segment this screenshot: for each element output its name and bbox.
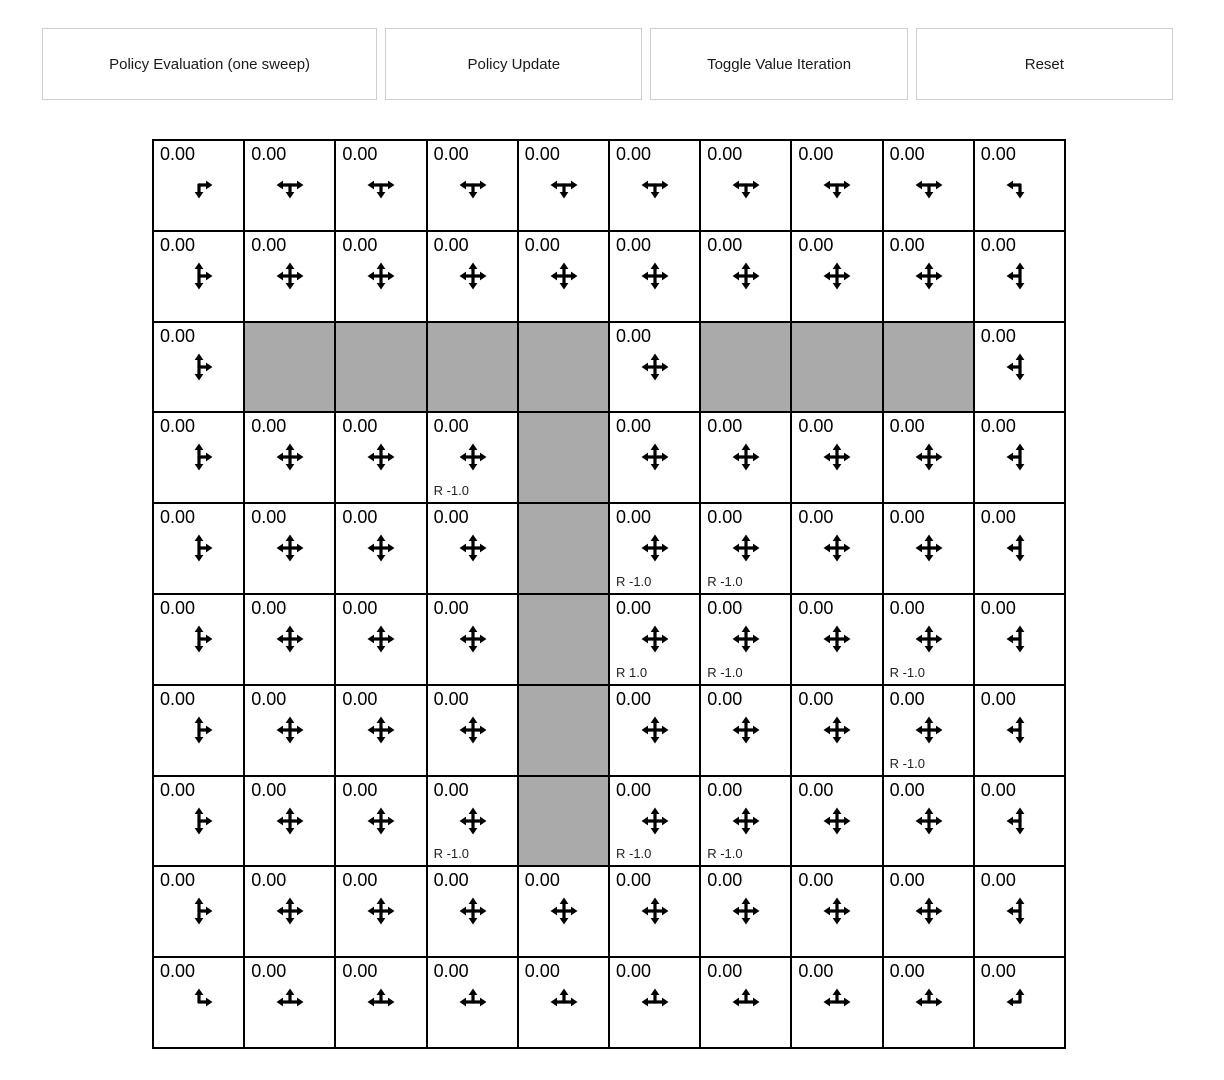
policy-arrows-icon [456, 894, 490, 928]
cell-value: 0.00 [980, 870, 1016, 891]
policy-arrows-icon [273, 531, 307, 565]
grid-cell[interactable] [883, 594, 974, 685]
policy-arrows-icon [456, 713, 490, 747]
policy-arrows-icon [820, 531, 854, 565]
policy-arrows-icon [547, 259, 581, 293]
grid-cell[interactable] [883, 957, 974, 1048]
grid-cell[interactable] [974, 231, 1065, 322]
policy-arrows-icon [820, 168, 854, 202]
grid-cell[interactable] [609, 594, 700, 685]
grid-cell[interactable] [791, 503, 882, 594]
cell-value: 0.00 [160, 416, 196, 437]
policy-arrows-icon [273, 440, 307, 474]
policy-arrows-icon [820, 804, 854, 838]
policy-arrows-icon [1003, 350, 1037, 384]
grid-cell[interactable] [791, 957, 882, 1048]
policy-arrows-icon [456, 622, 490, 656]
policy-arrows-icon [638, 622, 672, 656]
grid-cell[interactable] [153, 594, 244, 685]
cell-value: 0.00 [615, 779, 652, 800]
cell-value: 0.00 [707, 234, 743, 255]
policy-arrows-icon [364, 985, 398, 1019]
cell-value: 0.00 [251, 416, 287, 437]
cell-value: 0.00 [251, 961, 287, 982]
cell-value: 0.00 [433, 144, 469, 164]
policy-arrows-icon [1003, 894, 1037, 928]
grid-cell[interactable] [244, 685, 335, 776]
wall-cell[interactable] [518, 685, 609, 776]
cell-value: 0.00 [798, 598, 834, 618]
policy-arrows-icon [456, 804, 490, 838]
cell-value: 0.00 [707, 507, 743, 528]
policy-arrows-icon [1003, 985, 1037, 1019]
policy-arrows-icon [729, 440, 763, 474]
grid-cell[interactable] [700, 594, 791, 685]
grid-cell[interactable] [153, 866, 244, 957]
policy-arrows-icon [729, 622, 763, 656]
grid-cell[interactable] [427, 866, 518, 957]
wall-cell[interactable] [883, 322, 974, 413]
wall-cell[interactable] [700, 322, 791, 413]
grid-cell[interactable] [974, 776, 1065, 867]
grid-cell[interactable] [153, 503, 244, 594]
grid-cell[interactable] [427, 957, 518, 1048]
policy-arrows-icon [638, 350, 672, 384]
cell-value: 0.00 [160, 325, 196, 346]
cell-reward: R -1.0 [433, 483, 469, 499]
grid-cell[interactable] [974, 322, 1065, 413]
policy-arrows-icon [912, 894, 946, 928]
grid-cell[interactable] [518, 231, 609, 322]
grid-cell[interactable] [335, 140, 426, 231]
cell-value: 0.00 [342, 961, 378, 982]
cell-value: 0.00 [980, 325, 1016, 346]
grid-cell[interactable] [335, 776, 426, 867]
grid-cell[interactable] [518, 140, 609, 231]
cell-value: 0.00 [615, 961, 652, 982]
grid-cell[interactable] [883, 685, 974, 776]
cell-value: 0.00 [251, 870, 287, 891]
cell-value: 0.00 [798, 688, 834, 709]
grid-cell[interactable] [244, 231, 335, 322]
grid-cell[interactable] [244, 866, 335, 957]
grid-cell[interactable] [609, 322, 700, 413]
cell-value: 0.00 [615, 688, 652, 709]
policy-arrows-icon [456, 440, 490, 474]
grid-cell[interactable] [700, 776, 791, 867]
policy-arrows-icon [1003, 531, 1037, 565]
grid-cell[interactable] [427, 231, 518, 322]
policy-arrows-icon [820, 440, 854, 474]
grid-cell[interactable] [609, 776, 700, 867]
grid-cell[interactable] [791, 231, 882, 322]
cell-value: 0.00 [615, 416, 652, 437]
grid-cell[interactable] [700, 140, 791, 231]
policy-arrows-icon [273, 622, 307, 656]
grid-cell[interactable] [335, 503, 426, 594]
policy-arrows-icon [364, 622, 398, 656]
cell-value: 0.00 [980, 507, 1016, 528]
grid-cell[interactable] [427, 412, 518, 503]
grid-cell[interactable] [335, 866, 426, 957]
grid-cell[interactable] [700, 503, 791, 594]
policy-arrows-icon [638, 713, 672, 747]
grid-cell[interactable] [609, 866, 700, 957]
grid-cell[interactable] [244, 140, 335, 231]
cell-value: 0.00 [342, 598, 378, 618]
grid-cell[interactable] [883, 776, 974, 867]
cell-value: 0.00 [798, 416, 834, 437]
cell-value: 0.00 [980, 416, 1016, 437]
cell-value: 0.00 [889, 779, 925, 800]
policy-arrows-icon [182, 622, 216, 656]
policy-arrows-icon [1003, 259, 1037, 293]
cell-value: 0.00 [433, 961, 469, 982]
cell-value: 0.00 [342, 144, 378, 164]
cell-value: 0.00 [707, 870, 743, 891]
grid-cell[interactable] [335, 685, 426, 776]
policy-evaluation-button[interactable]: Policy Evaluation (one sweep) [42, 28, 377, 100]
grid-cell[interactable] [791, 776, 882, 867]
cell-value: 0.00 [889, 961, 925, 982]
policy-arrows-icon [912, 622, 946, 656]
cell-reward: R -1.0 [615, 574, 652, 589]
policy-arrows-icon [820, 259, 854, 293]
grid-cell[interactable] [335, 594, 426, 685]
policy-arrows-icon [729, 894, 763, 928]
grid-cell[interactable] [700, 412, 791, 503]
policy-arrows-icon [638, 440, 672, 474]
policy-update-button[interactable]: Policy Update [385, 28, 642, 100]
cell-value: 0.00 [707, 688, 743, 709]
policy-arrows-icon [364, 440, 398, 474]
grid-cell[interactable] [974, 412, 1065, 503]
grid-cell[interactable] [883, 866, 974, 957]
grid-cell[interactable] [153, 140, 244, 231]
policy-arrows-icon [364, 168, 398, 202]
grid-cell[interactable] [974, 685, 1065, 776]
grid-cell[interactable] [153, 322, 244, 413]
policy-arrows-icon [1003, 622, 1037, 656]
cell-value: 0.00 [615, 507, 652, 528]
cell-value: 0.00 [251, 144, 287, 164]
cell-reward: R -1.0 [707, 664, 743, 680]
policy-arrows-icon [912, 168, 946, 202]
toolbar [42, 28, 1173, 100]
gridworld-grid [152, 139, 1066, 1049]
grid-cell[interactable] [335, 957, 426, 1048]
grid-cell[interactable] [244, 957, 335, 1048]
cell-value: 0.00 [798, 870, 834, 891]
grid-cell[interactable] [609, 503, 700, 594]
cell-value: 0.00 [615, 598, 652, 618]
grid-cell[interactable] [244, 776, 335, 867]
policy-arrows-icon [729, 259, 763, 293]
policy-arrows-icon [820, 985, 854, 1019]
policy-arrows-icon [729, 531, 763, 565]
cell-value: 0.00 [889, 507, 925, 528]
policy-arrows-icon [912, 804, 946, 838]
grid-cell[interactable] [153, 412, 244, 503]
policy-arrows-icon [456, 259, 490, 293]
policy-arrows-icon [273, 804, 307, 838]
cell-value: 0.00 [524, 234, 560, 255]
cell-value: 0.00 [524, 144, 560, 164]
cell-reward: R -1.0 [615, 846, 652, 862]
cell-value: 0.00 [433, 870, 469, 891]
cell-value: 0.00 [433, 779, 469, 800]
policy-arrows-icon [182, 804, 216, 838]
grid-cell[interactable] [335, 412, 426, 503]
cell-value: 0.00 [889, 870, 925, 891]
grid-cell[interactable] [700, 957, 791, 1048]
grid-cell[interactable] [427, 594, 518, 685]
cell-value: 0.00 [980, 598, 1016, 618]
grid-cell[interactable] [974, 140, 1065, 231]
cell-value: 0.00 [342, 416, 378, 437]
policy-arrows-icon [729, 713, 763, 747]
cell-value: 0.00 [160, 961, 196, 982]
grid-cell[interactable] [427, 503, 518, 594]
grid-cell[interactable] [609, 140, 700, 231]
cell-value: 0.00 [615, 234, 652, 255]
wall-cell[interactable] [518, 776, 609, 867]
policy-arrows-icon [638, 985, 672, 1019]
policy-arrows-icon [364, 804, 398, 838]
grid-cell[interactable] [244, 503, 335, 594]
cell-reward: R -1.0 [889, 664, 925, 680]
grid-cell[interactable] [153, 957, 244, 1048]
policy-arrows-icon [638, 168, 672, 202]
policy-arrows-icon [182, 531, 216, 565]
grid-cell[interactable] [974, 594, 1065, 685]
cell-value: 0.00 [433, 234, 469, 255]
policy-arrows-icon [820, 622, 854, 656]
reset-button[interactable]: Reset [916, 28, 1173, 100]
grid-cell[interactable] [791, 412, 882, 503]
cell-value: 0.00 [707, 416, 743, 437]
policy-arrows-icon [638, 804, 672, 838]
wall-cell[interactable] [518, 412, 609, 503]
grid-cell[interactable] [427, 685, 518, 776]
policy-arrows-icon [182, 350, 216, 384]
cell-value: 0.00 [342, 870, 378, 891]
wall-cell[interactable] [791, 322, 882, 413]
cell-value: 0.00 [251, 688, 287, 709]
policy-arrows-icon [912, 440, 946, 474]
cell-value: 0.00 [342, 779, 378, 800]
cell-value: 0.00 [615, 144, 652, 164]
cell-value: 0.00 [980, 234, 1016, 255]
grid-cell[interactable] [427, 140, 518, 231]
cell-value: 0.00 [798, 961, 834, 982]
cell-value: 0.00 [707, 779, 743, 800]
grid-cell[interactable] [700, 685, 791, 776]
policy-arrows-icon [820, 894, 854, 928]
cell-reward: R 1.0 [615, 664, 648, 680]
cell-value: 0.00 [342, 234, 378, 255]
cell-value: 0.00 [160, 688, 196, 709]
cell-value: 0.00 [524, 961, 560, 982]
grid-cell[interactable] [974, 866, 1065, 957]
cell-value: 0.00 [251, 779, 287, 800]
policy-arrows-icon [912, 531, 946, 565]
cell-value: 0.00 [889, 234, 925, 255]
policy-arrows-icon [638, 531, 672, 565]
cell-reward: R -1.0 [433, 846, 469, 862]
cell-value: 0.00 [342, 507, 378, 528]
cell-value: 0.00 [342, 688, 378, 709]
cell-value: 0.00 [251, 507, 287, 528]
policy-arrows-icon [547, 985, 581, 1019]
cell-value: 0.00 [889, 598, 925, 618]
grid-cell[interactable] [791, 685, 882, 776]
cell-value: 0.00 [251, 234, 287, 255]
policy-arrows-icon [638, 259, 672, 293]
grid-cell[interactable] [700, 231, 791, 322]
cell-value: 0.00 [160, 507, 196, 528]
grid-cell[interactable] [518, 957, 609, 1048]
grid-cell[interactable] [153, 776, 244, 867]
cell-reward: R -1.0 [889, 755, 925, 771]
cell-value: 0.00 [707, 961, 743, 982]
policy-arrows-icon [182, 168, 216, 202]
policy-arrows-icon [1003, 713, 1037, 747]
grid-cell[interactable] [244, 412, 335, 503]
policy-arrows-icon [547, 168, 581, 202]
policy-arrows-icon [364, 713, 398, 747]
cell-value: 0.00 [889, 144, 925, 164]
cell-value: 0.00 [889, 688, 925, 709]
policy-arrows-icon [273, 168, 307, 202]
cell-value: 0.00 [160, 598, 196, 618]
policy-arrows-icon [456, 531, 490, 565]
cell-value: 0.00 [798, 507, 834, 528]
policy-arrows-icon [364, 531, 398, 565]
cell-value: 0.00 [160, 870, 196, 891]
grid-cell[interactable] [883, 231, 974, 322]
cell-value: 0.00 [707, 598, 743, 618]
grid-cell[interactable] [974, 503, 1065, 594]
wall-cell[interactable] [518, 594, 609, 685]
grid-cell[interactable] [244, 594, 335, 685]
cell-value: 0.00 [251, 598, 287, 618]
cell-value: 0.00 [160, 234, 196, 255]
policy-arrows-icon [273, 713, 307, 747]
wall-cell[interactable] [427, 322, 518, 413]
cell-value: 0.00 [615, 870, 652, 891]
cell-value: 0.00 [798, 144, 834, 164]
grid-cell[interactable] [974, 957, 1065, 1048]
cell-value: 0.00 [980, 961, 1016, 982]
cell-reward: R -1.0 [707, 846, 743, 862]
cell-value: 0.00 [798, 779, 834, 800]
grid-cell[interactable] [518, 866, 609, 957]
grid-cell[interactable] [153, 231, 244, 322]
policy-arrows-icon [1003, 440, 1037, 474]
policy-arrows-icon [182, 259, 216, 293]
grid-cell[interactable] [609, 685, 700, 776]
policy-arrows-icon [456, 985, 490, 1019]
grid-cell[interactable] [609, 412, 700, 503]
cell-value: 0.00 [980, 688, 1016, 709]
policy-arrows-icon [182, 894, 216, 928]
cell-reward: R -1.0 [707, 574, 743, 589]
policy-arrows-icon [364, 259, 398, 293]
policy-arrows-icon [912, 713, 946, 747]
cell-value: 0.00 [433, 688, 469, 709]
policy-arrows-icon [547, 894, 581, 928]
cell-value: 0.00 [615, 325, 652, 346]
policy-arrows-icon [182, 440, 216, 474]
grid-cell[interactable] [791, 140, 882, 231]
wall-cell[interactable] [518, 322, 609, 413]
grid-cell[interactable] [609, 957, 700, 1048]
cell-value: 0.00 [433, 416, 469, 437]
cell-value: 0.00 [889, 416, 925, 437]
wall-cell[interactable] [335, 322, 426, 413]
grid-cell[interactable] [700, 866, 791, 957]
toggle-value-iteration-button[interactable]: Toggle Value Iteration [650, 28, 907, 100]
policy-arrows-icon [912, 259, 946, 293]
policy-arrows-icon [820, 713, 854, 747]
policy-arrows-icon [364, 894, 398, 928]
policy-arrows-icon [729, 168, 763, 202]
grid-cell[interactable] [335, 231, 426, 322]
grid-cell[interactable] [883, 140, 974, 231]
policy-arrows-icon [1003, 168, 1037, 202]
cell-value: 0.00 [160, 144, 196, 164]
policy-arrows-icon [729, 985, 763, 1019]
policy-arrows-icon [182, 985, 216, 1019]
grid-cell[interactable] [883, 412, 974, 503]
cell-value: 0.00 [980, 144, 1016, 164]
grid-cell[interactable] [609, 231, 700, 322]
grid-cell[interactable] [791, 866, 882, 957]
cell-value: 0.00 [433, 507, 469, 528]
policy-arrows-icon [638, 894, 672, 928]
policy-arrows-icon [182, 713, 216, 747]
grid-cell[interactable] [427, 776, 518, 867]
cell-value: 0.00 [707, 144, 743, 164]
grid-cell[interactable] [791, 594, 882, 685]
cell-value: 0.00 [798, 234, 834, 255]
wall-cell[interactable] [244, 322, 335, 413]
grid-cell[interactable] [153, 685, 244, 776]
cell-value: 0.00 [160, 779, 196, 800]
cell-value: 0.00 [524, 870, 560, 891]
policy-arrows-icon [273, 259, 307, 293]
grid-cell[interactable] [883, 503, 974, 594]
cell-value: 0.00 [433, 598, 469, 618]
policy-arrows-icon [273, 894, 307, 928]
policy-arrows-icon [456, 168, 490, 202]
cell-value: 0.00 [980, 779, 1016, 800]
policy-arrows-icon [912, 985, 946, 1019]
policy-arrows-icon [729, 804, 763, 838]
policy-arrows-icon [1003, 804, 1037, 838]
policy-arrows-icon [273, 985, 307, 1019]
wall-cell[interactable] [518, 503, 609, 594]
